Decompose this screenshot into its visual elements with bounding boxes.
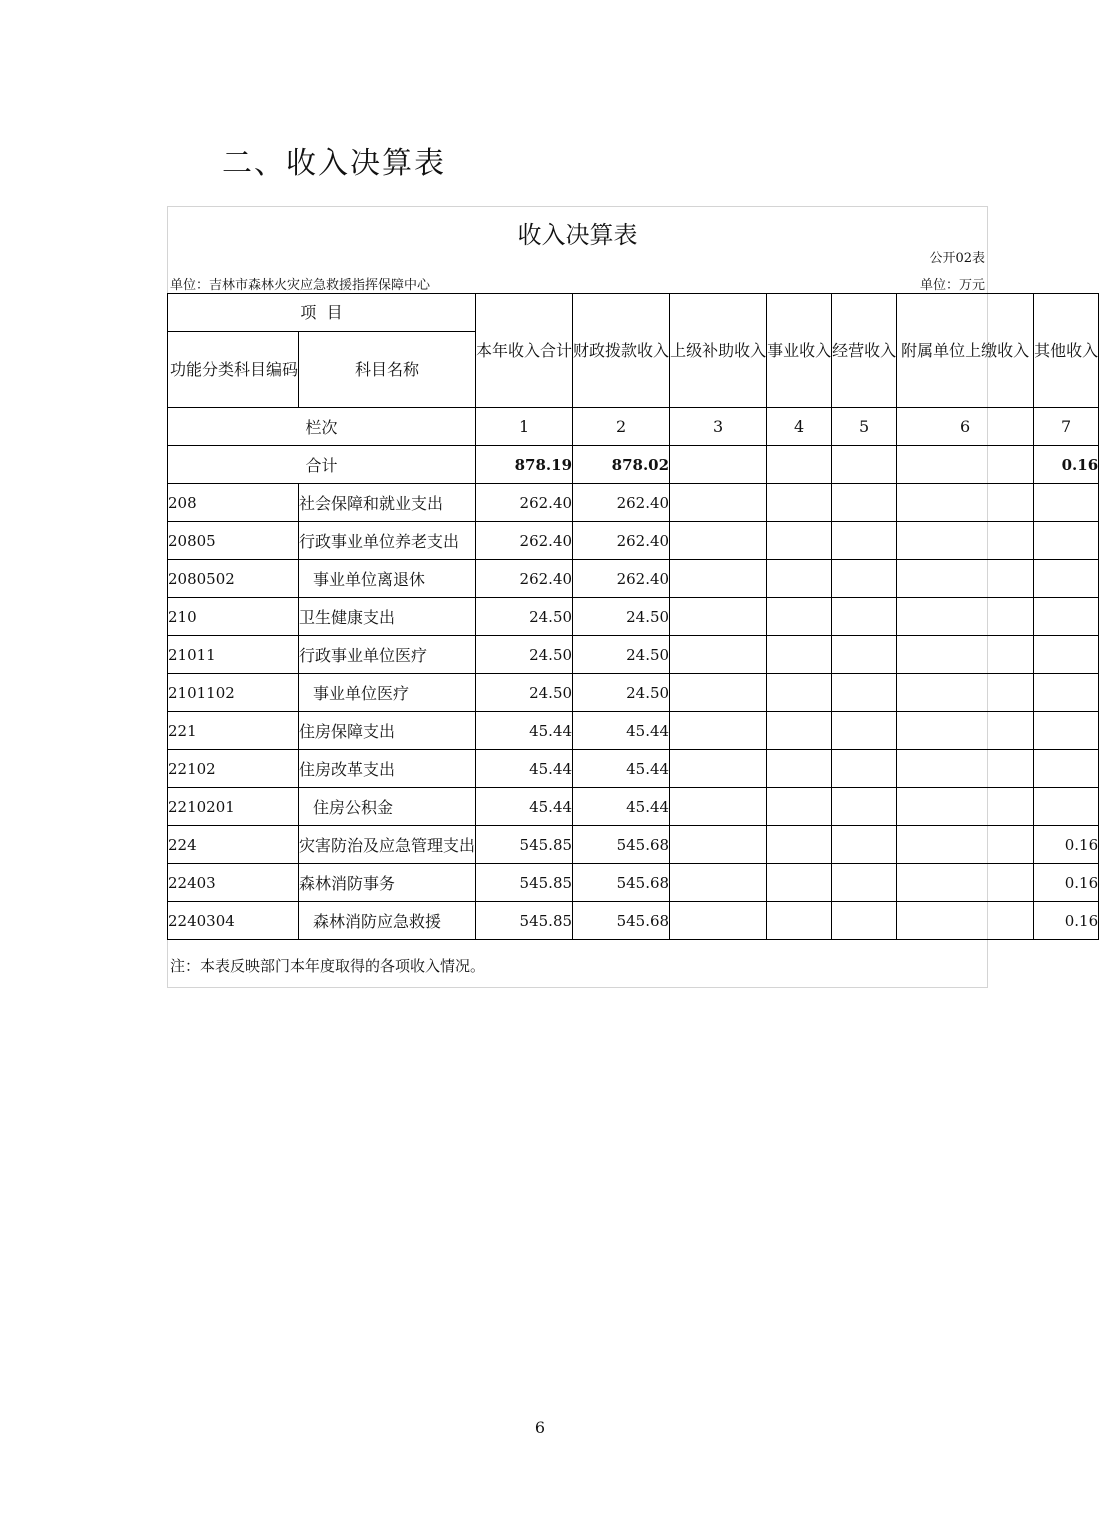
row-value [832, 826, 897, 864]
page-number: 6 [534, 1418, 546, 1437]
row-value [670, 902, 767, 940]
row-value [670, 674, 767, 712]
row-value [897, 750, 1034, 788]
row-code: 20805 [168, 522, 299, 560]
header-code: 功能分类科目编码 [168, 332, 299, 408]
row-value [897, 674, 1034, 712]
row-value [1034, 788, 1099, 826]
row-value: 262.40 [573, 522, 670, 560]
row-value [897, 636, 1034, 674]
table-row [168, 826, 1099, 864]
table-row [168, 712, 1099, 750]
header-project: 项 目 [168, 294, 476, 332]
table-row [168, 522, 1099, 560]
index-label: 栏次 [168, 408, 476, 446]
header-col-2: 财政拨款收入 [573, 294, 670, 408]
row-value [767, 560, 832, 598]
row-value [767, 902, 832, 940]
row-code: 2101102 [168, 674, 299, 712]
row-value [1034, 598, 1099, 636]
row-name: 住房改革支出 [299, 750, 476, 788]
unit-organization: 单位：吉林市森林火灾应急救援指挥保障中心 [170, 278, 431, 293]
total-cell: 0.16 [1034, 446, 1099, 484]
row-value [1034, 522, 1099, 560]
total-row [168, 446, 1099, 484]
unit-currency: 单位：万元 [919, 278, 985, 293]
row-value [832, 674, 897, 712]
row-value: 545.68 [573, 826, 670, 864]
row-value [670, 484, 767, 522]
index-num: 2 [573, 408, 670, 446]
row-value: 24.50 [573, 636, 670, 674]
index-num: 4 [767, 408, 832, 446]
row-value [1034, 750, 1099, 788]
row-value [897, 712, 1034, 750]
row-value [832, 522, 897, 560]
row-value [897, 788, 1034, 826]
row-value [767, 636, 832, 674]
table-row [168, 864, 1099, 902]
table-title: 收入决算表 [517, 221, 638, 249]
row-value [767, 522, 832, 560]
row-value [832, 864, 897, 902]
table-row [168, 788, 1099, 826]
row-code: 22403 [168, 864, 299, 902]
row-value [1034, 560, 1099, 598]
index-num: 1 [476, 408, 573, 446]
row-value [670, 636, 767, 674]
total-cell [832, 446, 897, 484]
row-code: 221 [168, 712, 299, 750]
row-name: 灾害防治及应急管理支出 [299, 826, 476, 864]
row-name: 行政事业单位医疗 [299, 636, 476, 674]
row-name: 社会保障和就业支出 [299, 484, 476, 522]
row-value: 545.85 [476, 902, 573, 940]
row-value: 24.50 [573, 598, 670, 636]
row-value [1034, 712, 1099, 750]
row-value [1034, 484, 1099, 522]
row-value [670, 522, 767, 560]
row-value [767, 750, 832, 788]
row-code: 22102 [168, 750, 299, 788]
row-name: 行政事业单位养老支出 [299, 522, 476, 560]
total-cell: 878.19 [476, 446, 573, 484]
header-col-3: 上级补助收入 [670, 294, 767, 408]
row-value [832, 598, 897, 636]
row-name: 住房公积金 [299, 788, 476, 826]
row-name: 卫生健康支出 [299, 598, 476, 636]
row-value [767, 674, 832, 712]
row-value [897, 826, 1034, 864]
row-value [670, 712, 767, 750]
table-row [168, 484, 1099, 522]
row-value: 0.16 [1034, 864, 1099, 902]
row-value [832, 750, 897, 788]
row-value [670, 864, 767, 902]
section-heading: 二、收入决算表 [222, 146, 446, 181]
row-value [897, 484, 1034, 522]
row-value [897, 522, 1034, 560]
row-value [767, 826, 832, 864]
row-value [832, 560, 897, 598]
row-code: 208 [168, 484, 299, 522]
header-col-5: 经营收入 [832, 294, 897, 408]
total-cell: 878.02 [573, 446, 670, 484]
row-value [670, 788, 767, 826]
row-value: 262.40 [573, 560, 670, 598]
table-row [168, 598, 1099, 636]
total-cell [897, 446, 1034, 484]
row-value: 262.40 [476, 522, 573, 560]
index-num: 5 [832, 408, 897, 446]
row-value [767, 484, 832, 522]
index-num: 3 [670, 408, 767, 446]
row-name: 森林消防应急救援 [299, 902, 476, 940]
table-row [168, 636, 1099, 674]
row-value: 45.44 [573, 750, 670, 788]
row-value [832, 902, 897, 940]
header-name: 科目名称 [299, 332, 476, 408]
row-value [767, 788, 832, 826]
row-value: 262.40 [476, 484, 573, 522]
header-col-4: 事业收入 [767, 294, 832, 408]
row-code: 224 [168, 826, 299, 864]
row-value [1034, 636, 1099, 674]
row-code: 2080502 [168, 560, 299, 598]
row-value: 45.44 [476, 750, 573, 788]
row-value: 45.44 [573, 712, 670, 750]
row-value [897, 902, 1034, 940]
row-value [767, 598, 832, 636]
form-code: 公开02表 [929, 251, 985, 266]
row-code: 2240304 [168, 902, 299, 940]
row-value: 545.85 [476, 864, 573, 902]
row-value: 545.85 [476, 826, 573, 864]
row-value [832, 788, 897, 826]
row-value [832, 484, 897, 522]
total-cell [767, 446, 832, 484]
row-value [670, 826, 767, 864]
row-value: 545.68 [573, 864, 670, 902]
header-col-1: 本年收入合计 [476, 294, 573, 408]
row-code: 2210201 [168, 788, 299, 826]
row-name: 森林消防事务 [299, 864, 476, 902]
row-value [767, 864, 832, 902]
row-name: 事业单位离退休 [299, 560, 476, 598]
total-cell [670, 446, 767, 484]
row-value: 545.68 [573, 902, 670, 940]
row-value: 0.16 [1034, 902, 1099, 940]
index-num: 6 [897, 408, 1034, 446]
row-value [767, 712, 832, 750]
index-row [168, 408, 1099, 446]
table-row [168, 674, 1099, 712]
row-value [832, 636, 897, 674]
row-name: 事业单位医疗 [299, 674, 476, 712]
row-value: 45.44 [476, 712, 573, 750]
row-value: 24.50 [476, 674, 573, 712]
row-name: 住房保障支出 [299, 712, 476, 750]
total-label: 合计 [168, 446, 476, 484]
header-col-6: 附属单位上缴收入 [897, 294, 1034, 408]
row-value [670, 598, 767, 636]
row-value [897, 598, 1034, 636]
table-row [168, 750, 1099, 788]
header-col-7: 其他收入 [1034, 294, 1099, 408]
row-value: 0.16 [1034, 826, 1099, 864]
table-row [168, 560, 1099, 598]
row-value: 262.40 [573, 484, 670, 522]
row-value [897, 560, 1034, 598]
index-num: 7 [1034, 408, 1099, 446]
row-code: 21011 [168, 636, 299, 674]
row-code: 210 [168, 598, 299, 636]
row-value: 24.50 [476, 636, 573, 674]
row-value: 24.50 [476, 598, 573, 636]
row-value [1034, 674, 1099, 712]
row-value: 24.50 [573, 674, 670, 712]
row-value: 262.40 [476, 560, 573, 598]
table-row [168, 902, 1099, 940]
row-value: 45.44 [476, 788, 573, 826]
table-note: 注：本表反映部门本年度取得的各项收入情况。 [170, 957, 486, 975]
row-value [670, 750, 767, 788]
row-value [832, 712, 897, 750]
income-table [167, 293, 1099, 940]
row-value [670, 560, 767, 598]
row-value [897, 864, 1034, 902]
row-value: 45.44 [573, 788, 670, 826]
